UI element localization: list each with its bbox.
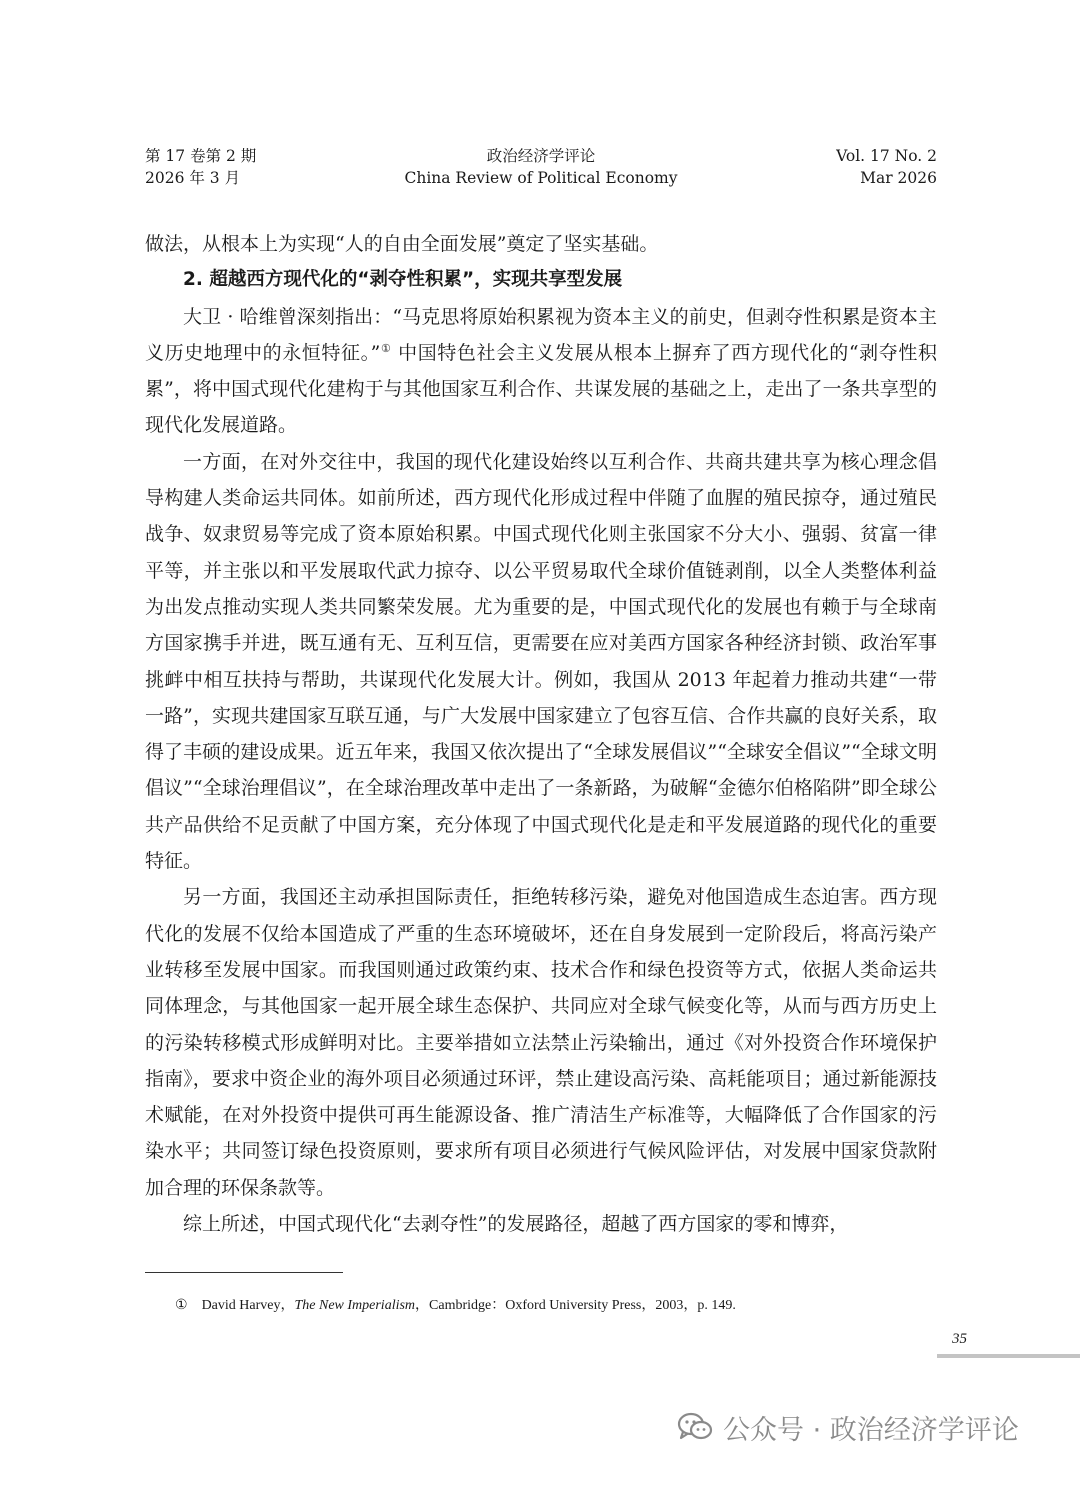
- journal-title-zh: 政治经济学评论: [486, 147, 596, 165]
- paragraph-text: 中国特色社会主义发展从根本上摒弃了西方现代化的“剥夺性积累”，将中国式现代化建构于与其他国家互利合作、共谋发展的基础之上，走出了一条共享型的现代化发展道路。: [145, 341, 937, 437]
- footnote-number: ①: [175, 1298, 188, 1313]
- issue-date-en: Mar 2026: [860, 169, 937, 187]
- paragraph-summary: 综上所述，中国式现代化“去剥夺性”的发展路径，超越了西方国家的零和博弈，: [183, 1213, 849, 1236]
- paragraph-on-the-other-hand: 另一方面，我国还主动承担国际责任，拒绝转移污染，避免对他国造成生态迫害。西方现代化的发展不仅给本国造成了严重的生态环境破坏，还在自身发展到一定阶段后，将高污染产业转移至发展中国家。而我国则通过政策约束、技术合作和绿色投资等方式，依据人类命运共同体理念，与其他国家一起开展全球生态保护、共同应对全球气候变化等，从而与西方历史上的污染转移模式形成鲜明对比。主要举措如立法禁止污染输出，通过《对外投资合作环境保护指南》，要求中资企业的海外项目必须通过环评，禁止建设高污染、高耗能项目；通过新能源技术赋能，在对外投资中提供可再生能源设备、推广清洁生产标准等，大幅降低了合作国家的污染水平；共同签订绿色投资原则，要求所有项目必须进行气候风险评估，对发展中国家贷款附加合理的环保条款等。: [145, 886, 937, 1199]
- footnote-book-title: The New Imperialism: [294, 1298, 416, 1313]
- journal-title-en: China Review of Political Economy: [404, 169, 678, 187]
- footnote-publication: ，Cambridge：Oxford University Press，2003，p. 149.: [415, 1298, 736, 1313]
- section-heading: 2. 超越西方现代化的“剥夺性积累”，实现共享型发展: [183, 269, 623, 291]
- journal-title: [145, 145, 937, 189]
- page-number: 35: [952, 1331, 967, 1347]
- page-number-bar: [937, 1354, 1080, 1358]
- footnote-author: David Harvey，: [201, 1298, 295, 1313]
- volume-issue-en: Vol. 17 No. 2: [836, 147, 937, 165]
- running-header: [145, 145, 937, 189]
- footnote: [175, 1294, 736, 1314]
- paragraph-continued: 做法，从根本上为实现“人的自由全面发展”奠定了坚实基础。: [145, 233, 659, 255]
- issue-date: 2026 年 3 月: [145, 169, 241, 187]
- paragraph-on-the-one-hand: 一方面，在对外交往中，我国的现代化建设始终以互利合作、共商共建共享为核心理念倡导构建人类命运共同体。如前所述，西方现代化形成过程中伴随了血腥的殖民掠夺，通过殖民战争、奴隶贸易等完成了资本原始积累。中国式现代化则主张国家不分大小、强弱、贫富一律平等，并主张以和平发展取代武力掠夺、以公平贸易取代全球价值链剥削，以全人类整体利益为出发点推动实现人类共同繁荣发展。尤为重要的是，中国式现代化的发展也有赖于与全球南方国家携手并进，既互通有无、互利互信，更需要在应对美西方国家各种经济封锁、政治军事挑衅中相互扶持与帮助，共谋现代化发展大计。例如，我国从 2013 年起着力推动共建“一带一路”，实现共建国家互联互通，与广大发展中国家建立了包容互信、合作共赢的良好关系，取得了丰硕的建设成果。近五年来，我国又依次提出了“全球发展倡议”“全球安全倡议”“全球文明倡议”“全球治理倡议”，在全球治理改革中走出了一条新路，为破解“金德尔伯格陷阱”即全球公共产品供给不足贡献了中国方案，充分体现了中国式现代化是走和平发展道路的现代化的重要特征。: [145, 450, 937, 873]
- volume-issue: 第 17 卷第 2 期: [145, 147, 257, 165]
- paragraph-text: 大卫 · 哈维曾深刻指出：“马克思将原始积累视为资本主义的前史，但剥夺性积累是资本主义历史地理中的永恒特征。”: [145, 305, 937, 364]
- footnote-divider: [145, 1272, 343, 1273]
- wechat-watermark: [677, 1405, 1019, 1449]
- wechat-icon: [677, 1411, 713, 1443]
- paragraph-harvey-quote: [145, 299, 937, 444]
- journal-volume-info-en: [836, 145, 937, 189]
- article-body: [145, 226, 937, 1242]
- footnote-reference[interactable]: ①: [380, 341, 392, 355]
- watermark-text: 公众号 · 政治经济学评论: [723, 1414, 1019, 1446]
